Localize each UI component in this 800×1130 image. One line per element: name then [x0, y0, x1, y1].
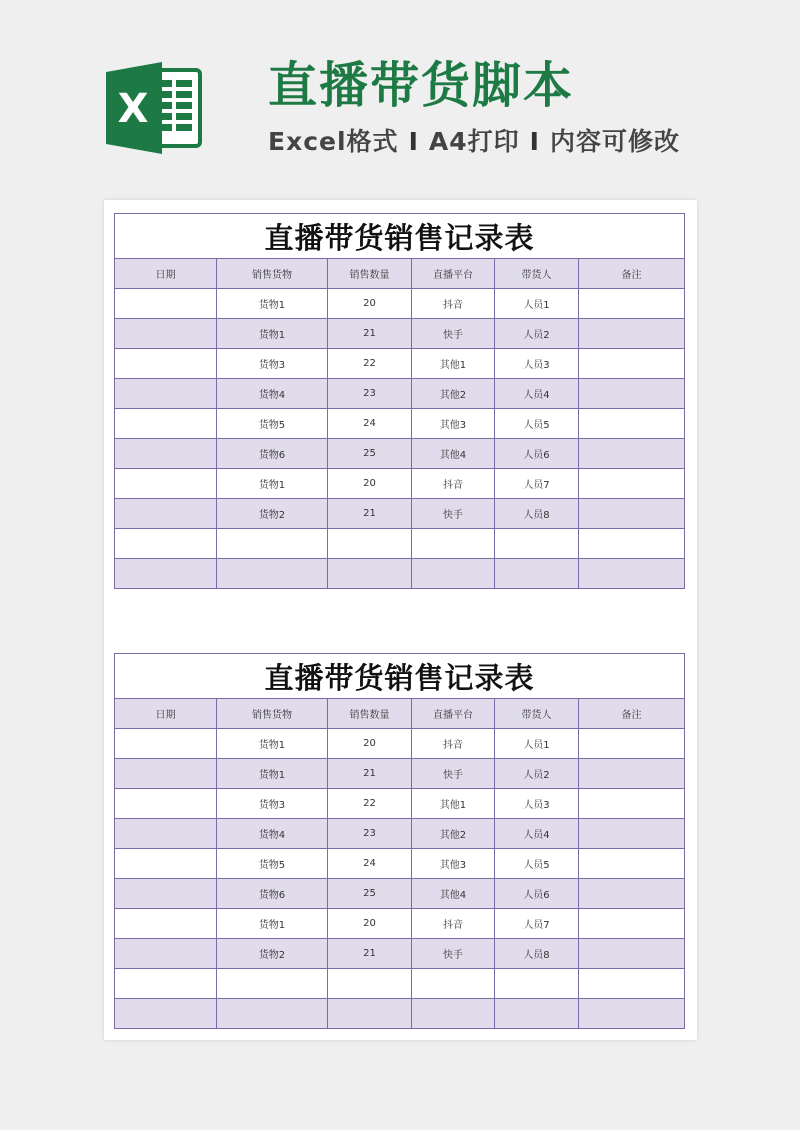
cell-platform[interactable]	[412, 559, 495, 589]
cell-date[interactable]	[115, 409, 217, 439]
cell-notes[interactable]	[579, 469, 685, 499]
cell-platform[interactable]: 抖音	[412, 909, 495, 939]
subtitle-format: Excel格式	[268, 127, 399, 156]
cell-goods[interactable]: 货物4	[217, 379, 328, 409]
table-row	[115, 439, 685, 469]
cell-notes[interactable]	[579, 939, 685, 969]
cell-notes[interactable]	[579, 969, 685, 999]
cell-quantity[interactable]: 21	[328, 319, 412, 349]
cell-quantity[interactable]	[328, 559, 412, 589]
subtitle-separator: I	[408, 127, 419, 156]
table-title: 直播带货销售记录表	[115, 214, 685, 259]
cell-platform[interactable]: 快手	[412, 499, 495, 529]
cell-platform[interactable]: 其他2	[412, 379, 495, 409]
cell-notes[interactable]	[579, 439, 685, 469]
cell-goods[interactable]	[217, 559, 328, 589]
cell-quantity[interactable]: 20	[328, 909, 412, 939]
column-header-platform: 直播平台	[412, 699, 495, 729]
cell-notes[interactable]	[579, 319, 685, 349]
cell-platform[interactable]: 快手	[412, 939, 495, 969]
table-row	[115, 849, 685, 879]
column-header-goods: 销售货物	[217, 699, 328, 729]
cell-notes[interactable]	[579, 349, 685, 379]
cell-quantity[interactable]: 25	[328, 439, 412, 469]
cell-quantity[interactable]: 21	[328, 939, 412, 969]
cell-host[interactable]	[495, 529, 579, 559]
cell-quantity[interactable]: 20	[328, 469, 412, 499]
cell-date[interactable]	[115, 759, 217, 789]
cell-date[interactable]	[115, 319, 217, 349]
cell-host[interactable]: 人员1	[495, 729, 579, 759]
cell-notes[interactable]	[579, 999, 685, 1029]
cell-quantity[interactable]	[328, 999, 412, 1029]
cell-goods[interactable]: 货物1	[217, 469, 328, 499]
table-title: 直播带货销售记录表	[115, 654, 685, 699]
cell-notes[interactable]	[579, 559, 685, 589]
cell-platform[interactable]: 其他4	[412, 879, 495, 909]
cell-notes[interactable]	[579, 789, 685, 819]
cell-host[interactable]: 人员6	[495, 439, 579, 469]
cell-date[interactable]	[115, 349, 217, 379]
cell-goods[interactable]: 货物2	[217, 939, 328, 969]
cell-host[interactable]: 人员7	[495, 469, 579, 499]
cell-date[interactable]	[115, 529, 217, 559]
table-row	[115, 759, 685, 789]
cell-goods[interactable]: 货物1	[217, 729, 328, 759]
cell-platform[interactable]: 抖音	[412, 729, 495, 759]
column-header-quantity: 销售数量	[328, 699, 412, 729]
cell-host[interactable]: 人员6	[495, 879, 579, 909]
cell-goods[interactable]	[217, 999, 328, 1029]
table-row	[115, 819, 685, 849]
cell-host[interactable]: 人员1	[495, 289, 579, 319]
column-header-host: 带货人	[495, 259, 579, 289]
cell-quantity[interactable]: 23	[328, 819, 412, 849]
cell-goods[interactable]	[217, 969, 328, 999]
table-row	[115, 499, 685, 529]
cell-host[interactable]	[495, 559, 579, 589]
cell-goods[interactable]: 货物1	[217, 759, 328, 789]
cell-platform[interactable]: 抖音	[412, 289, 495, 319]
cell-notes[interactable]	[579, 289, 685, 319]
cell-notes[interactable]	[579, 529, 685, 559]
cell-platform[interactable]: 抖音	[412, 469, 495, 499]
cell-notes[interactable]	[579, 729, 685, 759]
cell-date[interactable]	[115, 559, 217, 589]
table-row	[115, 349, 685, 379]
cell-platform[interactable]	[412, 529, 495, 559]
cell-platform[interactable]: 其他3	[412, 849, 495, 879]
table-row	[115, 879, 685, 909]
cell-quantity[interactable]: 24	[328, 409, 412, 439]
cell-date[interactable]	[115, 939, 217, 969]
table-row	[115, 729, 685, 759]
cell-quantity[interactable]	[328, 969, 412, 999]
cell-platform[interactable]: 快手	[412, 319, 495, 349]
cell-quantity[interactable]: 23	[328, 379, 412, 409]
cell-goods[interactable]: 货物6	[217, 439, 328, 469]
column-header-notes: 备注	[579, 259, 685, 289]
table-row	[115, 999, 685, 1029]
cell-quantity[interactable]: 22	[328, 789, 412, 819]
cell-quantity[interactable]: 21	[328, 759, 412, 789]
cell-date[interactable]	[115, 289, 217, 319]
table-row	[115, 529, 685, 559]
cell-date[interactable]	[115, 729, 217, 759]
cell-host[interactable]: 人员5	[495, 409, 579, 439]
sales-record-table	[114, 213, 685, 589]
cell-host[interactable]: 人员4	[495, 819, 579, 849]
subtitle-separator: I	[529, 127, 540, 156]
cell-notes[interactable]	[579, 849, 685, 879]
cell-host[interactable]: 人员8	[495, 939, 579, 969]
cell-notes[interactable]	[579, 409, 685, 439]
cell-date[interactable]	[115, 849, 217, 879]
cell-goods[interactable]: 货物5	[217, 409, 328, 439]
sales-record-table	[114, 653, 685, 1029]
cell-quantity[interactable]	[328, 529, 412, 559]
cell-host[interactable]: 人员4	[495, 379, 579, 409]
cell-quantity[interactable]: 24	[328, 849, 412, 879]
cell-host[interactable]: 人员5	[495, 849, 579, 879]
cell-host[interactable]: 人员7	[495, 909, 579, 939]
page-subtitle	[268, 126, 680, 158]
cell-date[interactable]	[115, 469, 217, 499]
header	[0, 0, 800, 200]
cell-goods[interactable]: 货物2	[217, 499, 328, 529]
cell-goods[interactable]	[217, 529, 328, 559]
cell-goods[interactable]: 货物6	[217, 879, 328, 909]
logo-letter: X	[117, 86, 149, 132]
cell-goods[interactable]: 货物3	[217, 789, 328, 819]
cell-quantity[interactable]: 25	[328, 879, 412, 909]
cell-date[interactable]	[115, 909, 217, 939]
table-row	[115, 319, 685, 349]
table-row	[115, 469, 685, 499]
cell-goods[interactable]: 货物1	[217, 319, 328, 349]
cell-host[interactable]: 人员2	[495, 759, 579, 789]
column-header-platform: 直播平台	[412, 259, 495, 289]
column-header-goods: 销售货物	[217, 259, 328, 289]
cell-date[interactable]	[115, 789, 217, 819]
cell-platform[interactable]	[412, 999, 495, 1029]
cell-platform[interactable]: 其他1	[412, 349, 495, 379]
cell-quantity[interactable]: 22	[328, 349, 412, 379]
cell-notes[interactable]	[579, 879, 685, 909]
cell-quantity[interactable]: 21	[328, 499, 412, 529]
cell-date[interactable]	[115, 819, 217, 849]
page-title: 直播带货脚本	[268, 57, 575, 114]
cell-platform[interactable]: 其他4	[412, 439, 495, 469]
cell-notes[interactable]	[579, 909, 685, 939]
cell-quantity[interactable]: 20	[328, 289, 412, 319]
subtitle-editable: 内容可修改	[549, 127, 680, 156]
table-row	[115, 939, 685, 969]
column-header-quantity: 销售数量	[328, 259, 412, 289]
cell-platform[interactable]: 快手	[412, 759, 495, 789]
cell-date[interactable]	[115, 879, 217, 909]
excel-icon	[104, 58, 204, 158]
column-header-date: 日期	[115, 259, 217, 289]
subtitle-print: A4打印	[428, 127, 520, 156]
table-row	[115, 409, 685, 439]
cell-platform[interactable]	[412, 969, 495, 999]
table-row	[115, 379, 685, 409]
cell-date[interactable]	[115, 969, 217, 999]
column-header-date: 日期	[115, 699, 217, 729]
cell-notes[interactable]	[579, 819, 685, 849]
cell-date[interactable]	[115, 379, 217, 409]
cell-goods[interactable]: 货物5	[217, 849, 328, 879]
cell-goods[interactable]: 货物4	[217, 819, 328, 849]
cell-date[interactable]	[115, 999, 217, 1029]
column-header-notes: 备注	[579, 699, 685, 729]
cell-platform[interactable]: 其他2	[412, 819, 495, 849]
cell-goods[interactable]: 货物1	[217, 289, 328, 319]
cell-notes[interactable]	[579, 759, 685, 789]
cell-host[interactable]: 人员2	[495, 319, 579, 349]
cell-host[interactable]	[495, 999, 579, 1029]
cell-date[interactable]	[115, 499, 217, 529]
cell-host[interactable]: 人员8	[495, 499, 579, 529]
document-page	[104, 200, 697, 1040]
cell-notes[interactable]	[579, 499, 685, 529]
column-header-host: 带货人	[495, 699, 579, 729]
cell-goods[interactable]: 货物3	[217, 349, 328, 379]
cell-host[interactable]	[495, 969, 579, 999]
table-row	[115, 969, 685, 999]
cell-goods[interactable]: 货物1	[217, 909, 328, 939]
cell-host[interactable]: 人员3	[495, 789, 579, 819]
cell-notes[interactable]	[579, 379, 685, 409]
cell-host[interactable]: 人员3	[495, 349, 579, 379]
table-row	[115, 789, 685, 819]
table-row	[115, 909, 685, 939]
table-row	[115, 559, 685, 589]
cell-platform[interactable]: 其他3	[412, 409, 495, 439]
cell-quantity[interactable]: 20	[328, 729, 412, 759]
table-row	[115, 289, 685, 319]
cell-date[interactable]	[115, 439, 217, 469]
cell-platform[interactable]: 其他1	[412, 789, 495, 819]
